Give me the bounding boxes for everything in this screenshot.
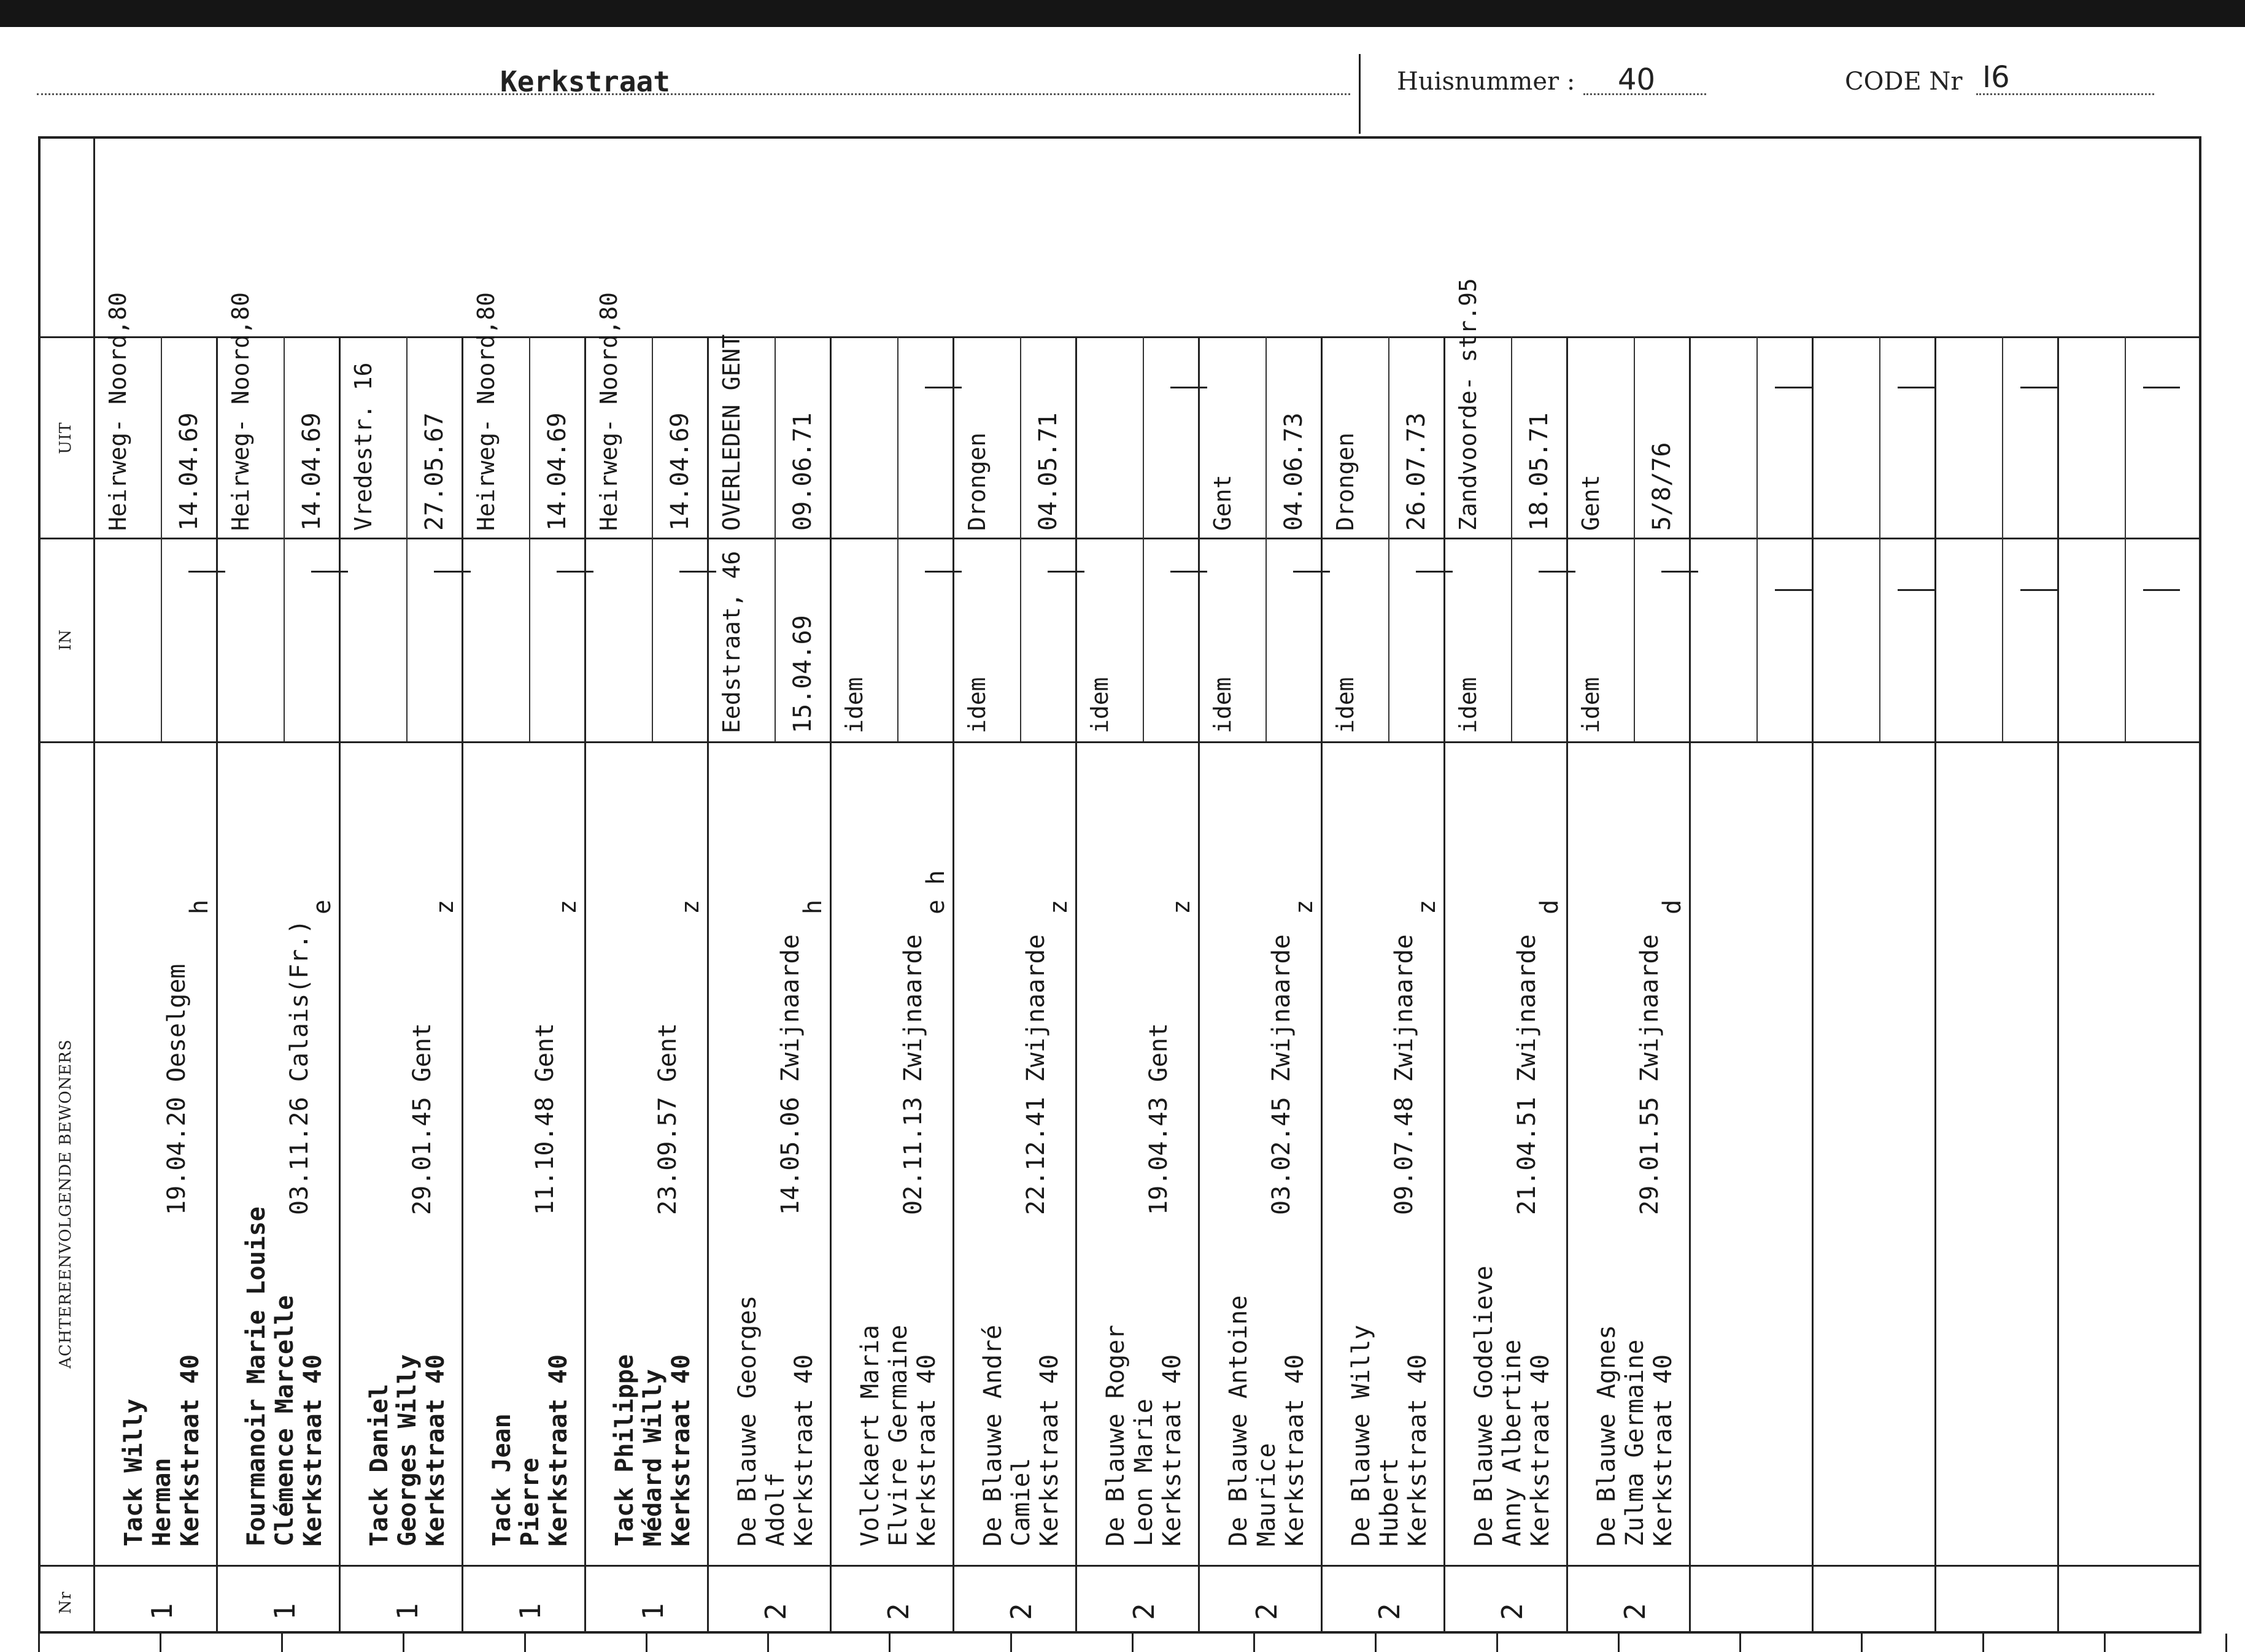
row-number: 2	[1373, 1603, 1406, 1620]
family-code: h	[799, 899, 827, 914]
resident-name-line: Kerkstraat 40	[913, 1354, 941, 1546]
row-divider	[1075, 336, 1077, 1634]
uit-in-line	[38, 538, 2201, 539]
uit-subdivider	[1756, 336, 1758, 538]
code-label: CODE Nr	[1845, 68, 1963, 96]
label-uit: UIT	[56, 422, 75, 454]
in-dash	[1170, 571, 1207, 573]
row-divider	[830, 336, 832, 1634]
resident-name-line: Volckaert Maria	[856, 1324, 884, 1546]
street-name: Kerkstraat	[500, 65, 670, 98]
resident-name-line: Kerkstraat 40	[790, 1354, 818, 1546]
in-subdivider	[1634, 538, 1635, 741]
resident-name-line: Médard Willy	[639, 1369, 667, 1546]
row-divider	[1566, 336, 1568, 1634]
empty-in-dash	[2143, 589, 2180, 591]
birth-info: 22.12.41 Zwijnaarde	[1022, 934, 1050, 1215]
top-section-line	[93, 336, 2201, 338]
resident-name-line: Hubert	[1375, 1457, 1404, 1546]
resident-name-line: Tack Philippe	[611, 1354, 639, 1546]
resident-name-line: De Blauwe Willy	[1347, 1324, 1375, 1546]
resident-name-line: Clémence Marcelle	[271, 1295, 299, 1546]
uit-subdivider	[1879, 336, 1880, 538]
empty-in-dash	[1775, 589, 1812, 591]
uit-place: Drongen	[1332, 432, 1359, 531]
family-code: h	[185, 899, 214, 914]
family-code: z	[431, 899, 459, 914]
in-dash	[679, 571, 716, 573]
huisnummer-dotted-line	[1583, 93, 1706, 95]
birth-info: 29.01.45 Gent	[408, 1022, 436, 1215]
family-code: z	[554, 899, 582, 914]
resident-name-line: Camiel	[1007, 1457, 1035, 1546]
resident-name-line: Kerkstraat 40	[544, 1354, 573, 1546]
resident-name-line: De Blauwe Antoine	[1224, 1295, 1253, 1546]
uit-subdivider	[775, 336, 776, 538]
uit-place: Heirweg- Noord,80	[473, 292, 500, 531]
uit-subdivider	[1388, 336, 1389, 538]
in-subdivider	[775, 538, 776, 741]
row-number: 2	[882, 1603, 915, 1620]
resident-name-line: Leon Marie	[1130, 1399, 1158, 1546]
uit-subdivider	[1634, 336, 1635, 538]
family-code: e	[308, 899, 336, 914]
family-code: d	[1658, 899, 1687, 914]
bottom-tick	[889, 1634, 891, 1652]
in-subdivider	[1511, 538, 1512, 741]
row-divider	[2057, 336, 2059, 1634]
in-subdivider	[2002, 538, 2003, 741]
in-dash	[1293, 571, 1330, 573]
bottom-tick	[38, 1634, 40, 1652]
resident-name-line: Zulma Germaine	[1621, 1339, 1649, 1546]
in-place: idem	[1455, 677, 1482, 733]
family-code: z	[1290, 899, 1318, 914]
uit-date: 18.05.71	[1525, 412, 1553, 531]
uit-place: Gent	[1209, 474, 1236, 531]
uit-date: 14.04.69	[298, 412, 326, 531]
row-number: 1	[636, 1603, 670, 1620]
in-place: idem	[841, 677, 868, 733]
row-number: 1	[268, 1603, 301, 1620]
in-dash	[188, 571, 225, 573]
label-top-line	[38, 336, 93, 338]
bottom-tick	[2225, 1634, 2227, 1652]
birth-info: 03.02.45 Zwijnaarde	[1267, 934, 1296, 1215]
family-code: z	[1167, 899, 1196, 914]
label-column-divider	[93, 136, 95, 1634]
in-subdivider	[161, 538, 162, 741]
row-number: 2	[1250, 1603, 1283, 1620]
resident-name-line: Kerkstraat 40	[1281, 1354, 1309, 1546]
birth-info: 19.04.43 Gent	[1145, 1022, 1173, 1215]
resident-name-line: De Blauwe André	[979, 1324, 1007, 1546]
label-nr: Nr	[56, 1591, 75, 1614]
bottom-tick	[281, 1634, 283, 1652]
empty-in-dash	[1898, 589, 1934, 591]
family-code: z	[676, 899, 705, 914]
scan-top-edge	[0, 0, 2245, 27]
uit-place: Zandvoorde- str.95	[1455, 278, 1482, 531]
uit-date: 14.04.69	[666, 412, 694, 531]
uit-place: Drongen	[964, 432, 991, 531]
in-dash	[1048, 571, 1084, 573]
in-dash	[1661, 571, 1698, 573]
empty-uit-dash	[1775, 387, 1812, 388]
bottom-tick	[1496, 1634, 1498, 1652]
row-divider	[1934, 336, 1936, 1634]
in-place: idem	[1577, 677, 1604, 733]
uit-date: 26.07.73	[1402, 412, 1431, 531]
row-divider	[1321, 336, 1323, 1634]
empty-uit-dash	[2020, 387, 2057, 388]
code-value: I6	[1982, 60, 2010, 95]
row-divider	[339, 336, 341, 1634]
resident-name-line: Kerkstraat 40	[667, 1354, 695, 1546]
row-number: 2	[1127, 1603, 1161, 1620]
uit-date: 09.06.71	[789, 412, 817, 531]
in-subdivider	[529, 538, 530, 741]
bottom-tick	[646, 1634, 647, 1652]
uit-subdivider	[652, 336, 653, 538]
row-number: 2	[1496, 1603, 1529, 1620]
resident-name-line: Kerkstraat 40	[176, 1354, 204, 1546]
resident-name-line: Kerkstraat 40	[422, 1354, 450, 1546]
birth-info: 21.04.51 Zwijnaarde	[1513, 934, 1541, 1215]
in-dash	[434, 571, 471, 573]
in-subdivider	[2125, 538, 2126, 741]
uit-subdivider	[161, 336, 162, 538]
resident-name-line: Herman	[148, 1457, 176, 1546]
in-dash	[311, 571, 348, 573]
uit-subdivider	[897, 336, 898, 538]
birth-info: 02.11.13 Zwijnaarde	[899, 934, 927, 1215]
uit-subdivider	[2002, 336, 2003, 538]
resident-name-line: Tack Willy	[120, 1399, 148, 1546]
row-divider	[1443, 336, 1445, 1634]
birth-info: 23.09.57 Gent	[654, 1022, 682, 1215]
uit-place: Vredestr. 16	[350, 362, 377, 531]
row-divider	[1689, 336, 1691, 1634]
birth-info: 09.07.48 Zwijnaarde	[1390, 934, 1418, 1215]
in-subdivider	[897, 538, 898, 741]
uit-date: 14.04.69	[543, 412, 571, 531]
in-dash	[1416, 571, 1453, 573]
empty-uit-dash	[1898, 387, 1934, 388]
uit-place: Gent	[1577, 474, 1604, 531]
row-number: 1	[145, 1603, 179, 1620]
resident-name-line: Tack Jean	[488, 1413, 516, 1546]
birth-info: 29.01.55 Zwijnaarde	[1636, 934, 1664, 1215]
code-dotted-line	[1976, 93, 2154, 95]
in-subdivider	[1879, 538, 1880, 741]
in-place: idem	[1086, 677, 1113, 733]
family-code: z	[1045, 899, 1073, 914]
uit-subdivider	[1143, 336, 1144, 538]
bottom-tick	[2104, 1634, 2106, 1652]
in-subdivider	[1020, 538, 1021, 741]
row-divider	[1812, 336, 1814, 1634]
bottom-tick	[1010, 1634, 1012, 1652]
bewoners-nr-line	[38, 1565, 2201, 1567]
resident-name-line: Adolf	[762, 1472, 790, 1546]
in-subdivider	[284, 538, 285, 741]
row-divider	[584, 336, 586, 1634]
in-subdivider	[1143, 538, 1144, 741]
uit-subdivider	[406, 336, 408, 538]
uit-date: 04.06.73	[1280, 412, 1308, 531]
uit-place: Heirweg- Noord,80	[104, 292, 131, 531]
in-place: Eedstraat, 46	[718, 550, 745, 733]
bottom-tick	[1375, 1634, 1377, 1652]
bottom-tick	[1618, 1634, 1620, 1652]
in-dash	[1539, 571, 1575, 573]
family-code: d	[1536, 899, 1564, 914]
bottom-tick	[403, 1634, 404, 1652]
in-place: idem	[1209, 677, 1236, 733]
bottom-tick	[1982, 1634, 1984, 1652]
resident-name-line: De Blauwe Roger	[1102, 1324, 1130, 1546]
row-divider	[462, 336, 463, 1634]
resident-name-line: Kerkstraat 40	[1158, 1354, 1186, 1546]
resident-name-line: Kerkstraat 40	[1649, 1354, 1677, 1546]
uit-subdivider	[1265, 336, 1267, 538]
uit-place: Heirweg- Noord,80	[595, 292, 622, 531]
uit-subdivider	[1020, 336, 1021, 538]
family-code: e h	[922, 870, 950, 914]
row-number: 1	[391, 1603, 424, 1620]
resident-name-line: Georges Willy	[393, 1354, 422, 1546]
resident-name-line: Fourmanoir Marie Louise	[242, 1206, 271, 1546]
birth-info: 19.04.20 Oeselgem	[163, 963, 191, 1215]
in-date: 15.04.69	[789, 615, 817, 733]
resident-name-line: Kerkstraat 40	[1035, 1354, 1064, 1546]
bottom-tick	[1861, 1634, 1863, 1652]
family-code: z	[1413, 899, 1441, 914]
row-number: 2	[759, 1603, 792, 1620]
resident-name-line: Anny Albertine	[1498, 1339, 1526, 1546]
resident-name-line: De Blauwe Godelieve	[1470, 1265, 1498, 1546]
bottom-tick	[1253, 1634, 1255, 1652]
resident-name-line: Elvire Germaine	[884, 1324, 913, 1546]
label-in: IN	[56, 628, 75, 650]
row-number: 2	[1618, 1603, 1652, 1620]
in-subdivider	[1265, 538, 1267, 741]
resident-name-line: Maurice	[1253, 1443, 1281, 1546]
bottom-tick	[524, 1634, 526, 1652]
bottom-tick	[767, 1634, 769, 1652]
uit-dash	[925, 387, 962, 388]
uit-subdivider	[2125, 336, 2126, 538]
label-bewoners: ACHTEREENVOLGENDE BEWONERS	[56, 1039, 75, 1368]
uit-place: OVERLEDEN GENT	[718, 334, 745, 531]
uit-dash	[1170, 387, 1207, 388]
in-place: idem	[1332, 677, 1359, 733]
in-subdivider	[1756, 538, 1758, 741]
uit-date: 5/8/76	[1648, 442, 1676, 531]
huisnummer-label: Huisnummer :	[1397, 68, 1575, 96]
birth-info: 14.05.06 Zwijnaarde	[776, 934, 805, 1215]
in-subdivider	[652, 538, 653, 741]
uit-date: 27.05.67	[420, 412, 449, 531]
in-subdivider	[1388, 538, 1389, 741]
row-number: 2	[1005, 1603, 1038, 1620]
huisnummer-value: 40	[1618, 63, 1656, 97]
resident-name-line: De Blauwe Agnes	[1593, 1324, 1621, 1546]
row-divider	[707, 336, 709, 1634]
in-place: idem	[964, 677, 991, 733]
row-divider	[1198, 336, 1200, 1634]
resident-name-line: Kerkstraat 40	[1404, 1354, 1432, 1546]
uit-date: 04.05.71	[1034, 412, 1062, 531]
uit-subdivider	[529, 336, 530, 538]
birth-info: 03.11.26 Calais(Fr.)	[285, 919, 314, 1215]
resident-name-line: Kerkstraat 40	[299, 1354, 327, 1546]
bottom-tick	[1132, 1634, 1134, 1652]
birth-info: 11.10.48 Gent	[531, 1022, 559, 1215]
in-dash	[557, 571, 593, 573]
in-bewoners-line	[38, 741, 2201, 743]
row-divider	[952, 336, 954, 1634]
empty-in-dash	[2020, 589, 2057, 591]
row-number: 1	[514, 1603, 547, 1620]
in-dash	[925, 571, 962, 573]
uit-place: Heirweg- Noord,80	[227, 292, 254, 531]
uit-subdivider	[284, 336, 285, 538]
uit-date: 14.04.69	[175, 412, 203, 531]
row-divider	[216, 336, 218, 1634]
header-divider	[1359, 54, 1361, 134]
resident-name-line: Kerkstraat 40	[1526, 1354, 1555, 1546]
bottom-tick	[160, 1634, 161, 1652]
street-dotted-line	[37, 93, 1350, 95]
resident-name-line: Pierre	[516, 1457, 544, 1546]
empty-uit-dash	[2143, 387, 2180, 388]
in-subdivider	[406, 538, 408, 741]
bottom-tick	[1739, 1634, 1741, 1652]
resident-name-line: De Blauwe Georges	[733, 1295, 762, 1546]
resident-name-line: Tack Daniel	[365, 1384, 393, 1546]
uit-subdivider	[1511, 336, 1512, 538]
